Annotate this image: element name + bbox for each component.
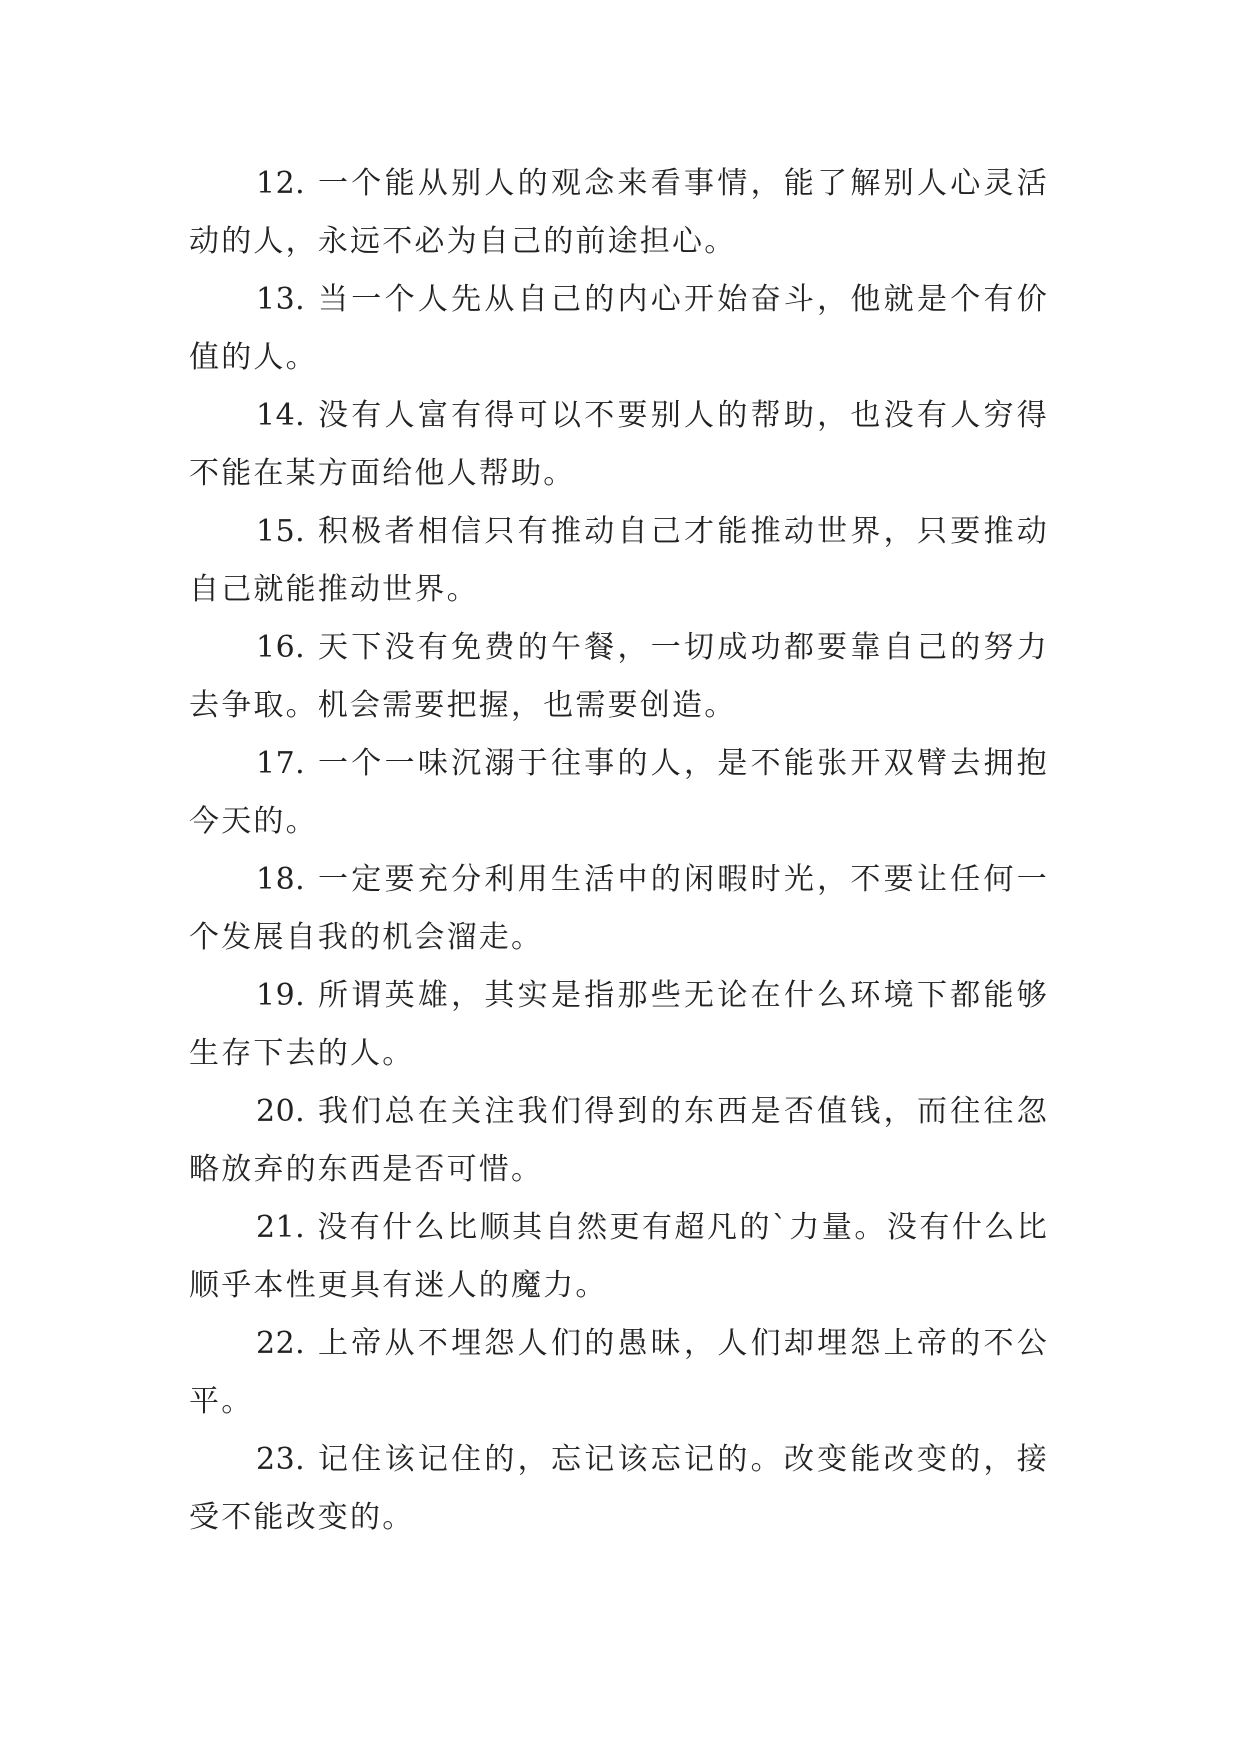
quote-number: 23.	[256, 1442, 306, 1477]
quote-text: 没有人富有得可以不要别人的帮助，也没有人穷得不能在某方面给他人帮助。	[189, 398, 1049, 491]
quote-text: 我们总在关注我们得到的东西是否值钱，而往往忽略放弃的东西是否可惜。	[189, 1094, 1049, 1187]
quote-paragraph-21	[189, 1199, 1049, 1315]
quote-text: 一个能从别人的观念来看事情，能了解别人心灵活动的人，永远不必为自己的前途担心。	[189, 166, 1049, 259]
quote-number: 17.	[256, 746, 306, 781]
quote-text: 记住该记住的，忘记该忘记的。改变能改变的，接受不能改变的。	[189, 1442, 1049, 1535]
quote-number: 14.	[256, 398, 306, 433]
quote-paragraph-14	[189, 387, 1049, 503]
quote-paragraph-20	[189, 1083, 1049, 1199]
document-body	[189, 155, 1049, 1547]
quote-text: 一定要充分利用生活中的闲暇时光，不要让任何一个发展自我的机会溜走。	[189, 862, 1049, 955]
quote-paragraph-18	[189, 851, 1049, 967]
quote-text: 所谓英雄，其实是指那些无论在什么环境下都能够生存下去的人。	[189, 978, 1049, 1071]
quote-paragraph-23	[189, 1431, 1049, 1547]
quote-paragraph-15	[189, 503, 1049, 619]
quote-paragraph-12	[189, 155, 1049, 271]
quote-number: 13.	[256, 282, 306, 317]
quote-paragraph-13	[189, 271, 1049, 387]
quote-text: 没有什么比顺其自然更有超凡的`力量。没有什么比顺乎本性更具有迷人的魔力。	[189, 1210, 1049, 1303]
quote-number: 12.	[256, 166, 306, 201]
quote-text: 上帝从不埋怨人们的愚昧，人们却埋怨上帝的不公平。	[189, 1326, 1049, 1419]
quote-paragraph-19	[189, 967, 1049, 1083]
quote-number: 22.	[256, 1326, 306, 1361]
quote-text: 天下没有免费的午餐，一切成功都要靠自己的努力去争取。机会需要把握，也需要创造。	[189, 630, 1049, 723]
quote-paragraph-17	[189, 735, 1049, 851]
quote-number: 18.	[256, 862, 306, 897]
quote-text: 当一个人先从自己的内心开始奋斗，他就是个有价值的人。	[189, 282, 1049, 375]
quote-number: 20.	[256, 1094, 306, 1129]
quote-number: 19.	[256, 978, 306, 1013]
quote-number: 16.	[256, 630, 306, 665]
quote-paragraph-16	[189, 619, 1049, 735]
quote-text: 积极者相信只有推动自己才能推动世界，只要推动自己就能推动世界。	[189, 514, 1049, 607]
quote-number: 21.	[256, 1210, 306, 1245]
quote-text: 一个一味沉溺于往事的人，是不能张开双臂去拥抱今天的。	[189, 746, 1049, 839]
quote-paragraph-22	[189, 1315, 1049, 1431]
quote-number: 15.	[256, 514, 306, 549]
